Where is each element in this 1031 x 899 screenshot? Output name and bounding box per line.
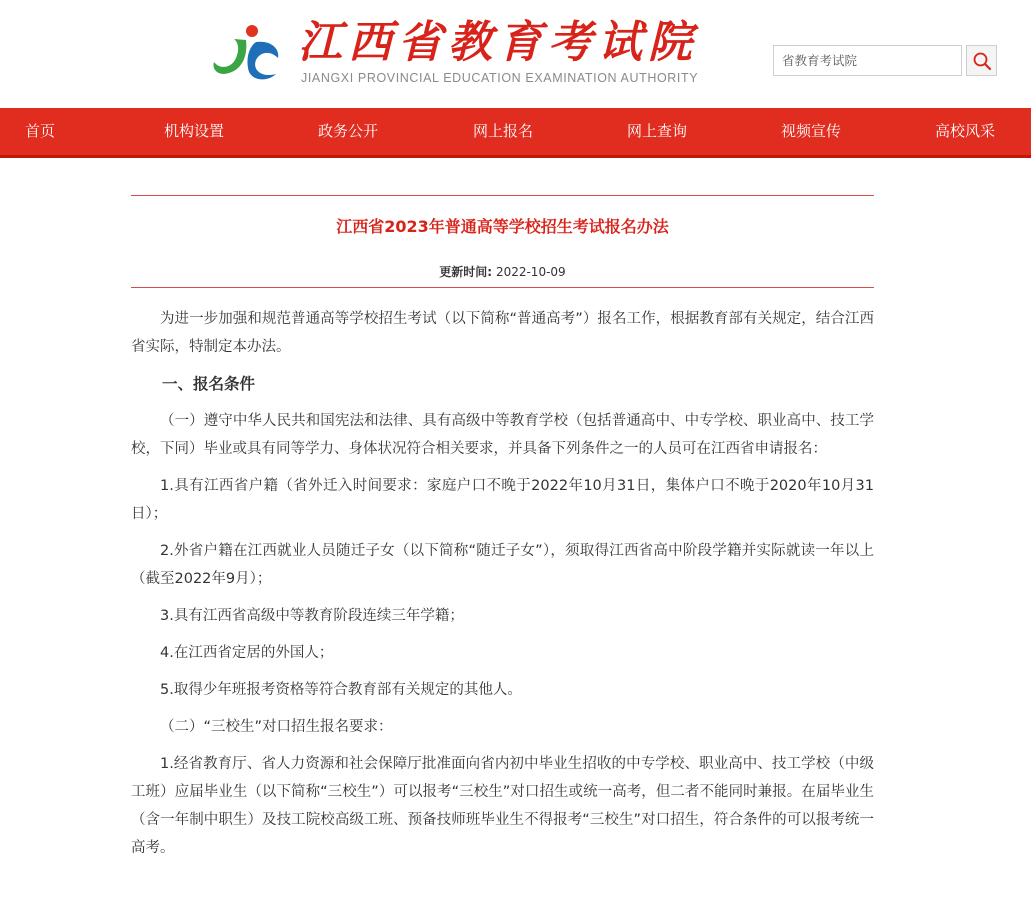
nav-item-organization[interactable]: 机构设置 xyxy=(163,122,225,140)
section-heading: 一、报名条件 xyxy=(162,375,256,393)
nav-item-home[interactable]: 首页 xyxy=(24,122,56,140)
search-icon xyxy=(972,51,992,71)
nav-item-video[interactable]: 视频宣传 xyxy=(780,122,842,140)
update-time-label: 更新时间: xyxy=(439,265,493,279)
nav-item-online-query[interactable]: 网上查询 xyxy=(626,122,688,140)
article-update-time xyxy=(131,263,874,281)
search-button[interactable] xyxy=(966,45,997,76)
article-paragraph: 4.在江西省定居的外国人； xyxy=(160,645,334,661)
site-logo-subtitle: JIANGXI PROVINCIAL EDUCATION EXAMINATION AUTHORITY xyxy=(301,71,699,85)
main-nav xyxy=(0,108,1031,158)
logo-icon[interactable] xyxy=(212,22,282,84)
article-paragraph: （一）遵守中华人民共和国宪法和法律、具有高级中等教育学校（包括普通高中、中专学校、职业高中、技工学校，下同）毕业或具有同等学力、身体状况符合相关要求，并具备下列条件之一的人员可在江西省申请报名： xyxy=(131,413,874,457)
article-paragraph: 为进一步加强和规范普通高等学校招生考试（以下简称“普通高考”）报名工作，根据教育部有关规定，结合江西省实际，特制定本办法。 xyxy=(131,311,874,355)
article-paragraph: 1.具有江西省户籍（省外迁入时间要求：家庭户口不晚于2022年10月31日，集体户口不晚于2020年10月31日）； xyxy=(131,478,874,522)
article-paragraph: 2.外省户籍在江西就业人员随迁子女（以下简称“随迁子女”），须取得江西省高中阶段学籍并实际就读一年以上（截至2022年9月）； xyxy=(131,543,874,587)
article-paragraph: 5.取得少年班报考资格等符合教育部有关规定的其他人。 xyxy=(160,682,522,698)
search-input[interactable] xyxy=(773,45,962,76)
article-header-divider xyxy=(131,287,874,288)
update-time-value: 2022-10-09 xyxy=(495,265,566,279)
article-paragraph: 3.具有江西省高级中等教育阶段连续三年学籍； xyxy=(160,608,464,624)
site-logo-title[interactable]: 江西省教育考试院 xyxy=(298,17,698,68)
article-paragraph: 1.经省教育厅、省人力资源和社会保障厅批准面向省内初中毕业生招收的中专学校、职业高中、技工学校（中级工班）应届毕业生（以下简称“三校生”）可以报考“三校生”对口招生或统一高考，但二者不能同时兼报。在届毕业生（含一年制中职生）及技工院校高级工班、预备技师班毕业生不得报考“三校生”对口招生，符合条件的可以报考统一高考。 xyxy=(131,756,874,856)
nav-item-online-registration[interactable]: 网上报名 xyxy=(472,122,534,140)
article-paragraph: （二）“三校生”对口招生报名要求： xyxy=(160,719,393,735)
nav-item-universities[interactable]: 高校风采 xyxy=(934,122,996,140)
article-body xyxy=(131,305,874,871)
nav-item-government-affairs[interactable]: 政务公开 xyxy=(317,122,379,140)
article-top-divider xyxy=(131,195,874,196)
article-title: 江西省2023年普通高等学校招生考试报名办法 xyxy=(336,217,669,236)
site-header xyxy=(0,0,1031,108)
